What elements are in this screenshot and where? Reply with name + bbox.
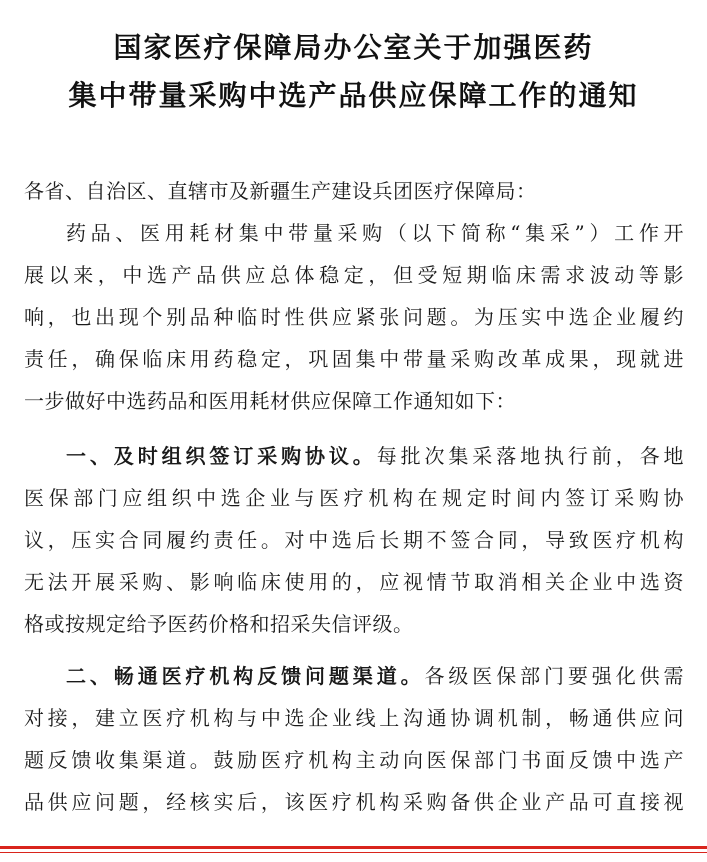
section-2-line-4: 品供应问题，经核实后，该医疗机构采购备供企业产品可直接视 (24, 790, 684, 814)
document-title-line-1: 国家医疗保障局办公室关于加强医药 (113, 31, 594, 64)
section-1-heading: 一、及时组织签订采购协议。 (66, 444, 377, 468)
section-2-heading: 二、畅通医疗机构反馈问题渠道。 (66, 664, 425, 688)
section-1-line-2: 医保部门应组织中选企业与医疗机构在规定时间内签订采购协 (24, 486, 684, 510)
document-title-line-2: 集中带量采购中选产品供应保障工作的通知 (68, 79, 639, 112)
red-rule-thick (0, 846, 707, 849)
section-1-first-line (66, 436, 684, 476)
red-rule-thin (0, 852, 707, 853)
section-2-line-3: 题反馈收集渠道。鼓励医疗机构主动向医保部门书面反馈中选产 (24, 748, 684, 772)
section-1-line-3: 议，压实合同履约责任。对中选后长期不签合同，导致医疗机构 (24, 528, 684, 552)
paragraph-1-line-2: 展以来，中选产品供应总体稳定，但受短期临床需求波动等影 (24, 263, 684, 287)
salutation: 各省、自治区、直辖市及新疆生产建设兵团医疗保障局： (24, 179, 537, 203)
section-2-line-2: 对接，建立医疗机构与中选企业线上沟通协调机制，畅通供应问 (24, 706, 684, 730)
section-1-first-line-text: 每批次集采落地执行前，各地 (376, 444, 685, 468)
section-2-first-line-text: 各级医保部门要强化供需 (424, 664, 684, 688)
paragraph-1-line-5: 一步做好中选药品和医用耗材供应保障工作通知如下： (24, 389, 516, 413)
section-2-first-line (66, 656, 684, 696)
section-1-line-5: 格或按规定给予医药价格和招采失信评级。 (24, 612, 414, 636)
paragraph-1-line-1: 药品、医用耗材集中带量采购（以下简称“集采”）工作开 (66, 221, 684, 245)
paragraph-1-line-4: 责任，确保临床用药稳定，巩固集中带量采购改革成果，现就进 (24, 347, 684, 371)
paragraph-1-line-3: 响，也出现个别品种临时性供应紧张问题。为压实中选企业履约 (24, 305, 684, 329)
section-1-line-4: 无法开展采购、影响临床使用的，应视情节取消相关企业中选资 (24, 570, 684, 594)
